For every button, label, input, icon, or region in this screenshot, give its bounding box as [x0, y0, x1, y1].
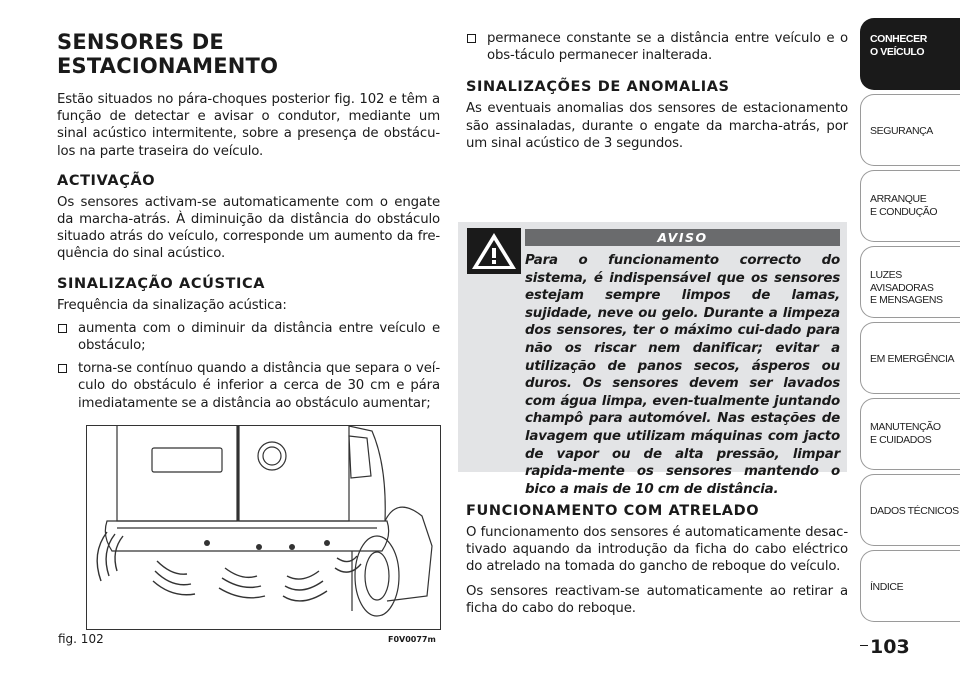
- van-rear-illustration: [87, 426, 441, 630]
- right-column: [466, 30, 848, 152]
- trailer-paragraph-1: O funcionamento dos sensores é automaticamente desac-tivado aquando da introdução da ficha do cabo eléctrico do atrelado na tomada do gancho de reboque do veículo.: [466, 525, 848, 575]
- tab-seguranca[interactable]: SEGURANÇA: [860, 94, 960, 166]
- trailer-section: [466, 502, 848, 617]
- acoustic-intro: Frequência da sinalização acústica:: [57, 297, 287, 313]
- figure-rear-van-sensors: [86, 425, 441, 630]
- trailer-paragraph-2: Os sensores reactivam-se automaticamente ao retirar a ficha do cabo do reboque.: [466, 583, 848, 616]
- list-item: permanece constante se a distância entre veículo e o obs-táculo permanecer inalterada.: [466, 30, 848, 64]
- anomalies-heading: SINALIZAÇÕES DE ANOMALIAS: [466, 79, 730, 96]
- warning-text-body: Para o funcionamento correcto do sistema, é indispensável que os sensores estejam sempre limpos de lamas, sujidade, neve ou gelo. Durante a limpeza dos sensores, ter o máximo cui-dado para não os riscar nem danificar; evitar a utilização de panos secos, ásperos ou duros. Os sensores devem ser lavados com água limpa, even-tualmente juntando champô para automóvel. Nas estações de lavagem que utilizam máquinas com jacto de vapor ou de alta pressão, limpar rapida-mente os sensores mantendo o bico a mais de 10 cm de distância.: [525, 253, 840, 497]
- warning-text: [467, 252, 840, 498]
- checkbox-bullet-icon: [58, 364, 67, 373]
- chapter-sidebar: [860, 18, 960, 638]
- figure-code: F0V0077m: [388, 635, 436, 644]
- acoustic-heading: SINALIZAÇÃO ACÚSTICA: [57, 275, 266, 292]
- warning-box: [458, 222, 847, 497]
- activation-heading: ACTIVAÇÃO: [57, 172, 156, 189]
- trailer-heading: FUNCIONAMENTO COM ATRELADO: [466, 503, 760, 519]
- tab-conhecer-o-veiculo[interactable]: CONHECER O VEÍCULO: [860, 18, 960, 90]
- tab-luzes-avisadoras[interactable]: LUZES AVISADORAS E MENSAGENS: [860, 246, 960, 318]
- list-item: torna-se contínuo quando a distância que separa o veí-culo do obstáculo é inferior a cerca de 30 cm e pára imediatamente se a distância ao obstáculo aumentar;: [57, 360, 440, 412]
- anomalies-paragraph: As eventuais anomalias dos sensores de estacionamento são assinaladas, durante o engate da marcha-atrás, por um sinal acústico de 3 segundos.: [466, 101, 848, 151]
- activation-paragraph: Os sensores activam-se automaticamente com o engate da marcha-atrás. À diminuição da distância do obstáculo situado atrás do veículo, corresponde um aumento da fre-quência do sinal acústico.: [57, 194, 440, 262]
- tab-dados-tecnicos[interactable]: DADOS TÉCNICOS: [860, 474, 960, 546]
- page-number-rule: [860, 645, 868, 646]
- figure-caption: fig. 102: [58, 632, 104, 646]
- checkbox-bullet-icon: [467, 34, 476, 43]
- tab-arranque-e-conducao[interactable]: ARRANQUE E CONDUÇÃO: [860, 170, 960, 242]
- tab-manutencao-e-cuidados[interactable]: MANUTENÇÃO E CUIDADOS: [860, 398, 960, 470]
- tab-em-emergencia[interactable]: EM EMERGÊNCIA: [860, 322, 960, 394]
- list-item: aumenta com o diminuir da distância entre veículo e obstáculo;: [57, 320, 440, 354]
- left-column: [57, 30, 440, 418]
- page-number-rule: [898, 645, 906, 646]
- section-title: SENSORES DE ESTACIONAMENTO: [57, 30, 279, 78]
- tab-indice[interactable]: ÍNDICE: [860, 550, 960, 622]
- intro-paragraph: Estão situados no pára-choques posterior fig. 102 e têm a função de detectar e avisar o condutor, mediante um sinal acústico intermitente, sobre a presença de obstácu-los na parte traseira do veículo.: [57, 92, 440, 159]
- warning-label: AVISO: [525, 229, 840, 246]
- page-number: 103: [870, 636, 910, 658]
- checkbox-bullet-icon: [58, 324, 67, 333]
